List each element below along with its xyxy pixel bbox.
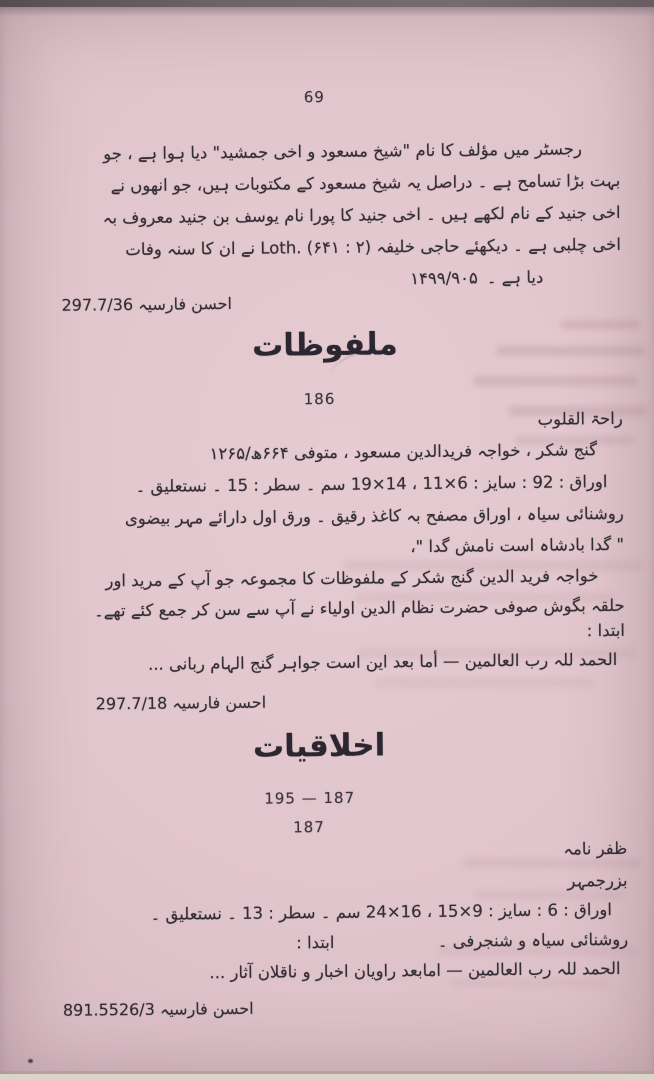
- entry-186-incipit: الحمد للہ رب العالمین — أما بعد این است جواہر گنج الہام ربانی ...: [147, 649, 618, 674]
- intro-line-2: بہت بڑا تسامح ہے ۔ دراصل یہ شیخ مسعود کے مکتوبات ہیں، جو انھوں نے: [110, 170, 621, 196]
- shelfmark-entry-187: [63, 999, 254, 1020]
- shelfmark-number: 297.7/18: [95, 693, 168, 714]
- entry-187-physical-1: اوراق : 6 : سایز : 9×15 ، 16×24 سم ۔ سطر : 13 ۔ نستعلیق ۔: [150, 900, 612, 924]
- entry-187-author: بزرجمہر: [567, 870, 628, 891]
- entry-186-note-2: حلقہ بگوش صوفی حضرت نظام الدین اولیاء نے آپ سے سن کر جمع کئے تھے۔: [93, 595, 625, 621]
- intro-line-5-text: دیا ہے ۔: [486, 267, 544, 288]
- entry-186-title: راحۃ القلوب: [537, 408, 623, 429]
- entry-186-seal-inscription: " گدا بادشاہ است نامش گدا "،: [410, 534, 625, 557]
- section-heading-malfuzat: ملفوظات: [251, 326, 398, 364]
- shelfmark-entry-186: [96, 693, 267, 714]
- entry-186-ibtida-label: ابتدا :: [586, 620, 626, 641]
- entry-186-physical-1: اوراق : 92 : سایز : 6×11 ، 14×19 سم ۔ سطر : 15 ۔ نستعلیق ۔: [135, 472, 608, 497]
- page-number: 69: [303, 87, 326, 107]
- shelfmark-intro: [61, 294, 232, 315]
- entry-186-author: گنج شکر ، خواجہ فریدالدین مسعود ، متوفی ۶۶۴ھ/۱۲۶۵: [209, 440, 598, 464]
- entry-number-187: 187: [293, 818, 325, 837]
- section-heading-akhlaqiyat: اخلاقیات: [252, 727, 386, 765]
- intro-line-1: رجسٹر میں مؤلف کا نام "شیخ مسعود و اخی جمشید" دیا ہوا ہے ، جو: [103, 139, 583, 164]
- shelfmark-label: احسن فارسیہ: [172, 692, 267, 713]
- entry-number-186: 186: [303, 389, 336, 409]
- shelfmark-number: 891.5526/3: [62, 999, 155, 1020]
- death-date-value: ۱۴۹۹/۹۰۵: [410, 268, 478, 289]
- entry-187-physical-2: روشنائی سیاہ و شنجرفی ۔: [437, 929, 629, 951]
- intro-line-5: [410, 266, 543, 291]
- scan-top-edge: [0, 0, 654, 7]
- entry-187-title: ظفر نامہ: [563, 838, 628, 859]
- scan-bottom-edge: [0, 1074, 654, 1080]
- scan-top-edge-shadow: [0, 7, 654, 17]
- entry-range: 195 — 187: [264, 788, 356, 808]
- shelfmark-number: 297.7/36: [61, 295, 134, 315]
- entry-186-physical-2: روشنائی سیاہ ، اوراق مصفح بہ کاغذ رقیق ۔ ورق اول دارائے مہر بیضوی: [124, 503, 624, 529]
- entry-186-note-1: خواجہ فرید الدین گنج شکر کے ملفوظات کا مجموعہ جو آپ کے مرید اور: [105, 566, 599, 591]
- shelfmark-label: احسن فارسیہ: [138, 293, 233, 314]
- entry-187-incipit: الحمد للہ رب العالمین — امابعد راویان اخبار و ناقلان آثار ...: [209, 958, 621, 983]
- shelfmark-label: احسن فارسیہ: [159, 998, 254, 1019]
- intro-line-4: اخی چلبی ہے ۔ دیکھئے حاجی خلیفہ (۲ : ۶۴۱) .Loth نے ان کا سنہ وفات: [125, 234, 622, 260]
- intro-line-3: اخی جنید کے نام لکھے ہیں ۔ اخی جنید کا پورا نام یوسف بن جنید معروف بہ: [102, 202, 621, 228]
- entry-187-ibtida-label: ابتدا :: [296, 932, 335, 953]
